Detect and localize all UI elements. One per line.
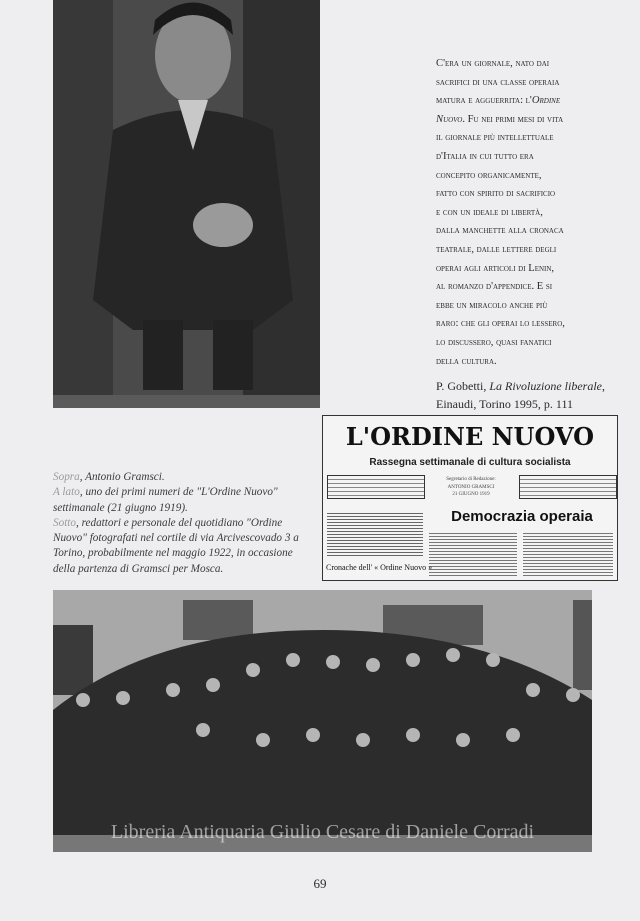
quote-line: della cultura.	[436, 355, 497, 367]
photo-antonio-gramsci	[53, 0, 320, 408]
quote-line: concepito organicamente,	[436, 169, 542, 181]
quote-column	[436, 55, 636, 413]
source-title: La Rivoluzione liberale	[489, 379, 602, 394]
caption-text: , Antonio Gramsci.	[79, 471, 165, 483]
editor-block	[427, 476, 515, 499]
source-author: P. Gobetti,	[436, 379, 490, 394]
issue-date: 21 GIUGNO 1919	[452, 492, 490, 497]
article-column	[429, 531, 517, 577]
portrait-silhouette	[53, 0, 320, 408]
source-publisher: Einaudi, Torino 1995, p. 111	[436, 397, 574, 412]
quote-line: raro: che gli operai lo lessero,	[436, 318, 565, 330]
quote-line: d'Italia in cui tutto era	[436, 150, 534, 162]
quote-line: e con un ideale di libertà,	[436, 206, 543, 218]
quote-line: teatrale, dalle lettere degli	[436, 243, 557, 255]
page-number: 69	[313, 876, 327, 891]
caption-label: A lato	[53, 486, 80, 499]
editor-label: Segretario di Redazione:	[446, 477, 496, 482]
quote-line: operai agli articoli di Lenin,	[436, 262, 555, 274]
caption-text: , redattori e personale del quotidiano "Ordine Nuovo" fotografati nel cortile di via Arcivescovado 3 a Torino, probabilmente nel maggio 1922, in occasione della partenza di Gramsci per Mosca.	[53, 516, 299, 575]
quote-line: C'era un giornale, nato dai	[436, 58, 550, 69]
quote-line: fatto con spirito di sacrificio	[436, 188, 556, 200]
quote-title-part: Ordine	[531, 95, 561, 107]
photo-group-ordine-nuovo-staff	[53, 590, 592, 852]
quote-line: al romanzo d'appendice. E si	[436, 281, 553, 293]
quote-source	[436, 377, 636, 413]
group-silhouette	[53, 590, 592, 852]
source-punct: ,	[602, 379, 605, 394]
caption-label: Sopra	[53, 471, 80, 483]
left-box	[327, 475, 425, 499]
editor-name: ANTONIO GRAMSCI	[447, 484, 495, 490]
quote-line: ebbe un miracolo anche più	[436, 299, 548, 311]
quote-line: il giornale più intellettuale	[436, 132, 554, 144]
newspaper-subtitle: Rassegna settimanale di cultura socialista	[369, 457, 571, 468]
watermark: Libreria Antiquaria Giulio Cesare di Daniele Corradi	[110, 821, 535, 843]
newspaper-masthead: L'ORDINE NUOVO	[345, 422, 595, 451]
newspaper-front-page	[322, 415, 618, 581]
quote-line: lo discussero, quasi fanatici	[436, 336, 552, 348]
quote-line: matura e agguerrita: l'	[436, 95, 532, 107]
quote-title-part: Nuovo	[436, 113, 463, 125]
right-box	[519, 475, 617, 499]
quote-line: sacrifici di una classe operaia	[436, 76, 560, 88]
sommario-block	[327, 511, 423, 556]
caption-text: , uno dei primi numeri de "L'Ordine Nuovo" settimanale (21 giugno 1919).	[53, 486, 278, 514]
newspaper-headline: Democrazia operaia	[451, 508, 593, 525]
quote-line: dalla manchette alla cronaca	[436, 225, 564, 237]
article-column	[523, 531, 613, 577]
gobetti-quote	[436, 55, 636, 371]
photo-caption	[53, 470, 315, 577]
quote-line: . Fu nei primi mesi di vita	[462, 113, 564, 125]
column-title: Cronache dell' « Ordine Nuovo »	[326, 563, 433, 572]
caption-label: Sotto	[53, 516, 76, 529]
